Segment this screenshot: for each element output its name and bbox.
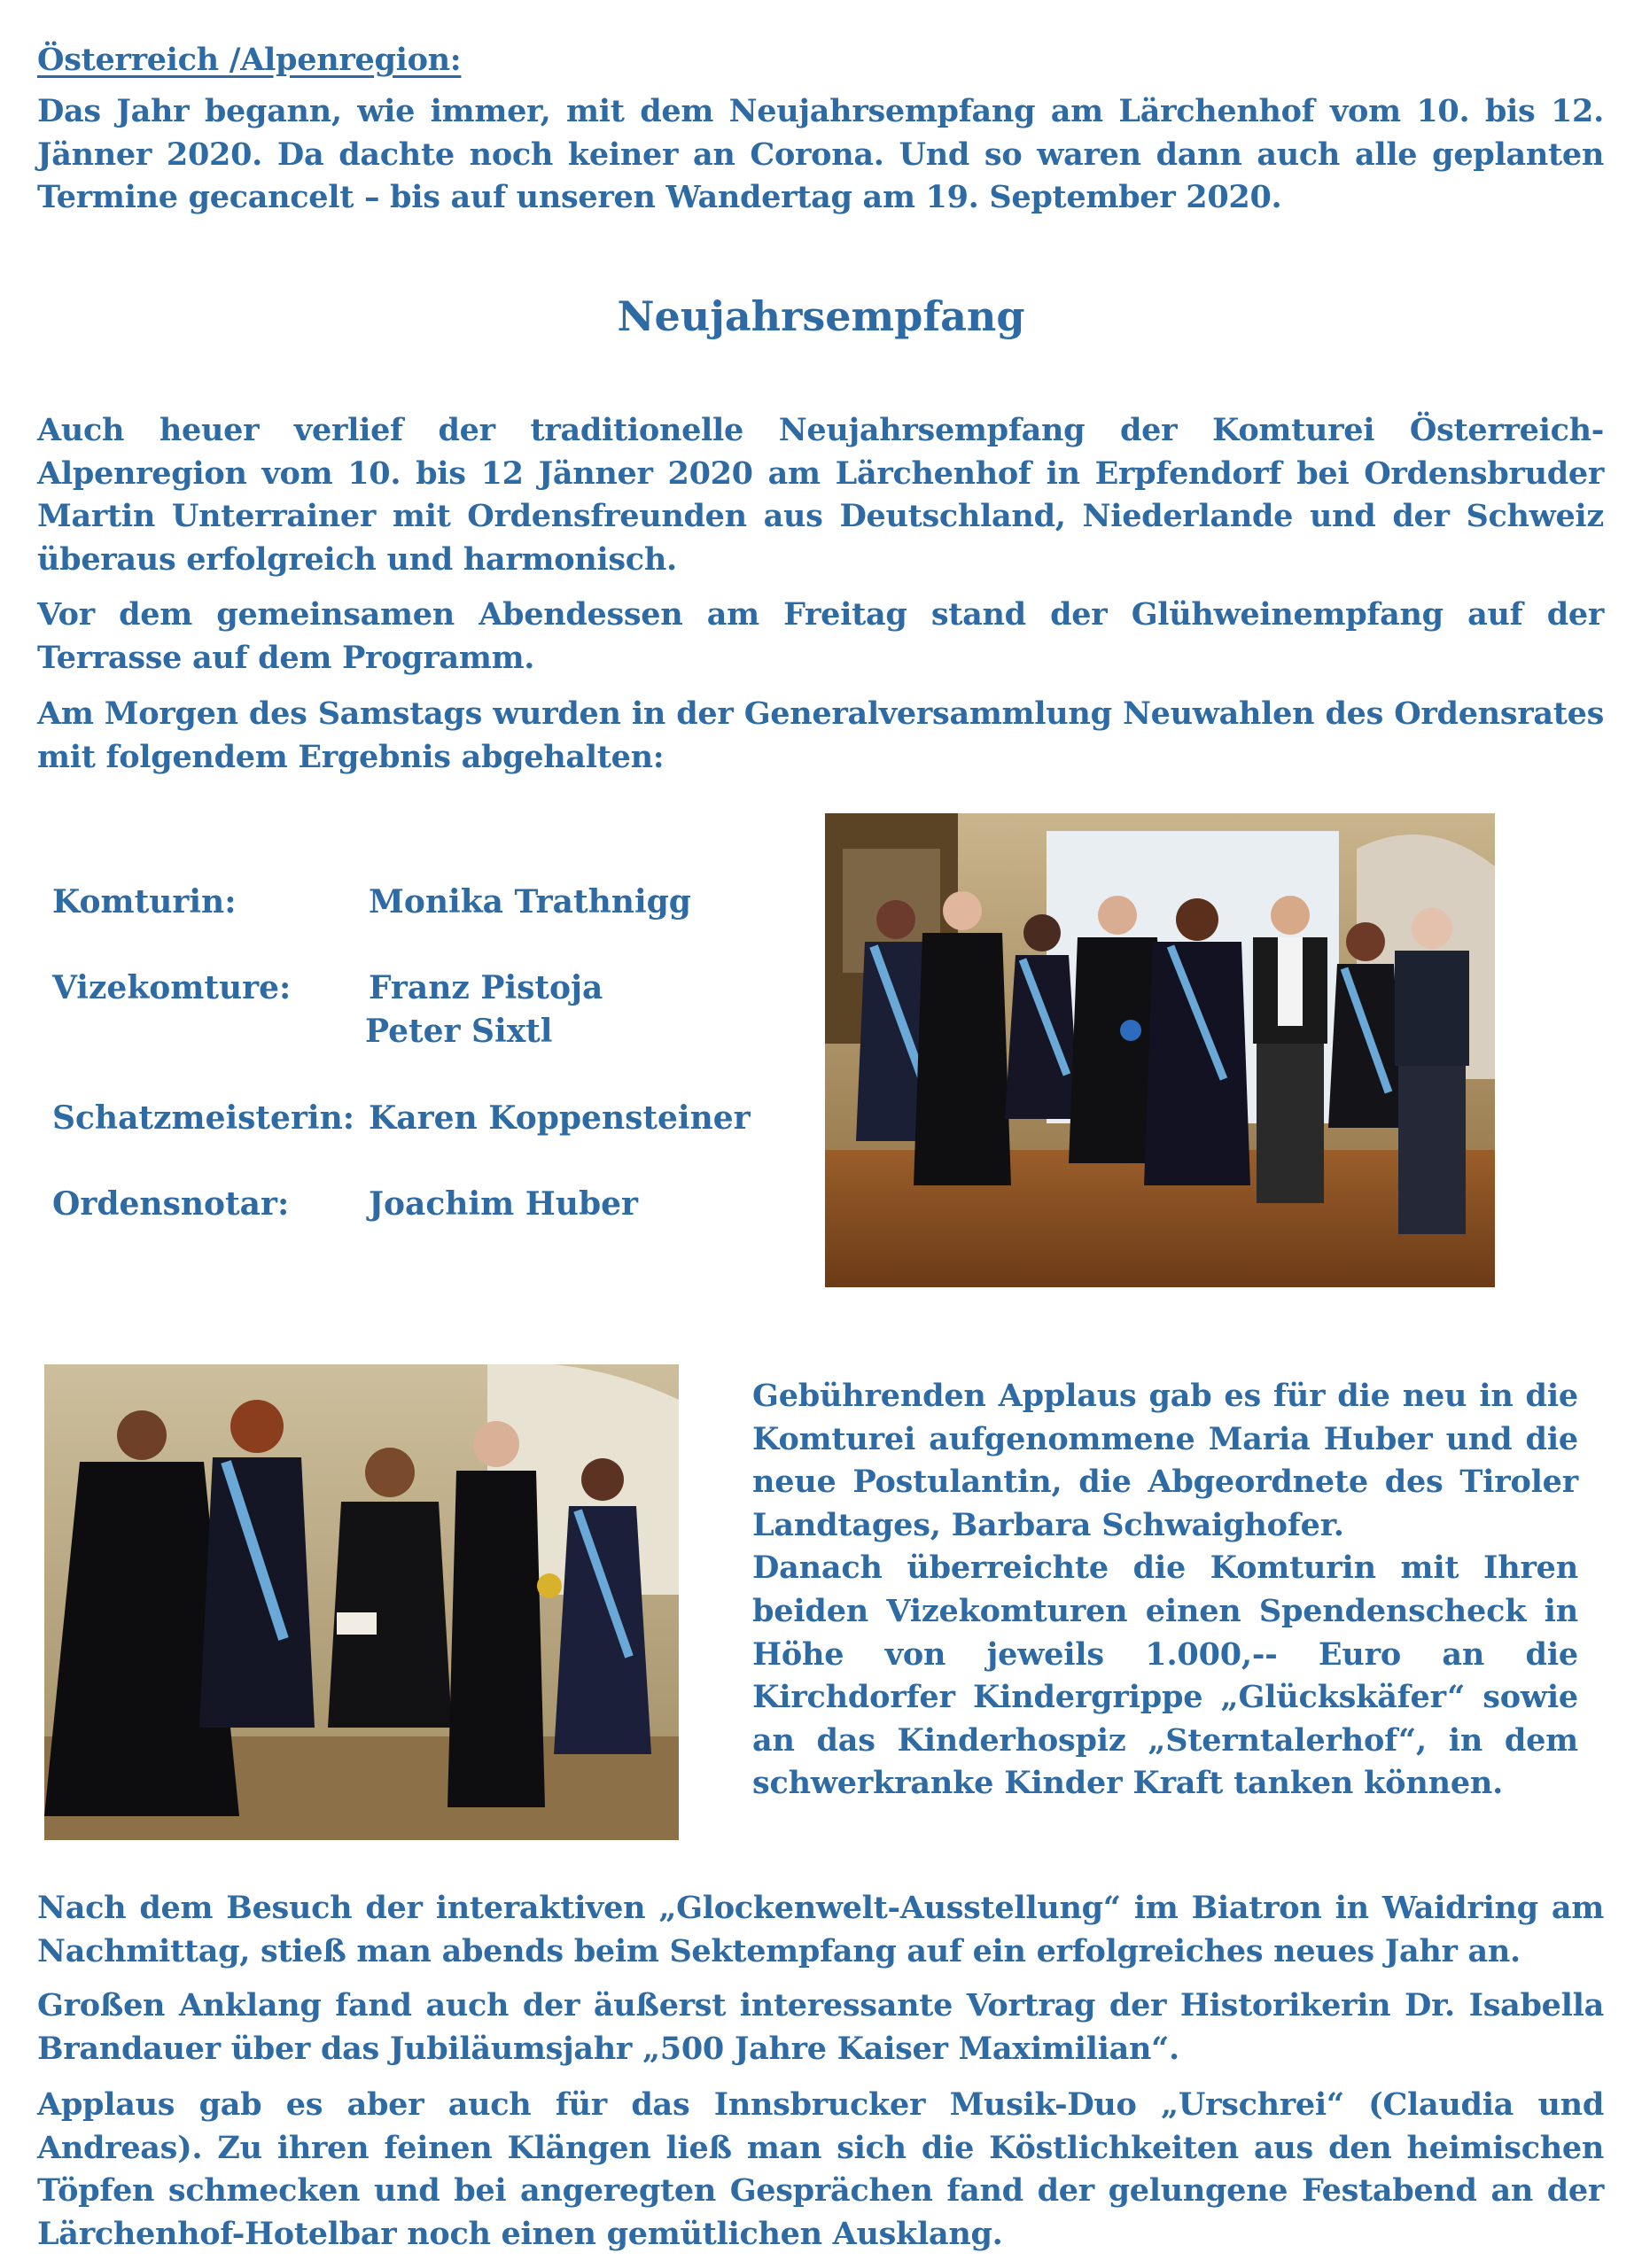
side-text-part: Danach überreichte die Komturin mit Ihren beiden Vizekomturen einen Spendenscheck in Höhe von jeweils 1.000,-- Euro an die Kirchdorfer Kindergrippe „Glückskäfer“ sowie an das Kinderhospiz „Sterntalerhof“, in dem schwerkranke Kinder Kraft tanken können. — [752, 1550, 1578, 1802]
side-text — [752, 1375, 1578, 1806]
officer-name: Joachim Huber — [369, 1185, 638, 1223]
officer-role: Komturin: — [52, 883, 237, 920]
officer-role: Vizekomture: — [52, 969, 292, 1006]
paragraph-election: Am Morgen des Samstags wurden in der Generalversammlung Neuwahlen des Ordensrates mit folgendem Ergebnis abgehalten: — [37, 695, 1604, 775]
intro-paragraph: Das Jahr begann, wie immer, mit dem Neujahrsempfang am Lärchenhof vom 10. bis 12. Jänner 2020. Da dachte noch keiner an Corona. Und so waren dann auch alle geplanten Termine gecancelt – bis auf unseren Wandertag am 19. September 2020. — [37, 93, 1604, 215]
paragraph-dinner: Vor dem gemeinsamen Abendessen am Freitag stand der Glühweinempfang auf der Terrasse auf dem Programm. — [37, 596, 1604, 676]
officer-name: Karen Koppensteiner — [369, 1099, 751, 1137]
officer-role: Schatzmeisterin: — [52, 1099, 355, 1137]
officer-role: Ordensnotar: — [52, 1185, 290, 1223]
side-text-part: Gebührenden Applaus gab es für die neu in die Komturei aufgenommene Maria Huber und die neue Postulantin, die Abgeordnete des Tiroler Landtages, Barbara Schwaighofer. — [752, 1378, 1578, 1543]
paragraph-music: Applaus gab es aber auch für das Innsbrucker Musik-Duo „Urschrei“ (Claudia und Andreas). Zu ihren feinen Klängen ließ man sich die Köstlichkeiten aus den heimischen Töpfen schmecken und bei angeregten Gesprächen fand der gelungene Festabend an der Lärchenhof-Hotelbar noch einen gemütlichen Ausklang. — [37, 2086, 1604, 2252]
paragraph-lecture: Großen Anklang fand auch der äußerst interessante Vortrag der Historikerin Dr. Isabella Brandauer über das Jubiläumsjahr „500 Jahre Kaiser Maximilian“. — [37, 1987, 1604, 2067]
group-photo — [825, 813, 1495, 1287]
officer-name: Monika Trathnigg — [369, 883, 691, 920]
officer-name: Peter Sixtl — [365, 1013, 553, 1050]
ceremony-photo — [44, 1364, 679, 1840]
paragraph-glockenwelt: Nach dem Besuch der interaktiven „Glockenwelt-Ausstellung“ im Biatron in Waidring am Nachmittag, stieß man abends beim Sektempfang auf ein erfolgreiches neues Jahr an. — [37, 1890, 1604, 1969]
officer-name: Franz Pistoja — [369, 969, 603, 1006]
section-heading: Österreich /Alpenregion: — [37, 42, 462, 78]
page-title: Neujahrsempfang — [617, 292, 1025, 340]
paragraph-reception: Auch heuer verlief der traditionelle Neujahrsempfang der Komturei Österreich-Alpenregion vom 10. bis 12 Jänner 2020 am Lärchenhof in Erpfendorf bei Ordensbruder Martin Unterrainer mit Ordensfreunden aus Deutschland, Niederlande und der Schweiz überaus erfolgreich und harmonisch. — [37, 412, 1604, 578]
